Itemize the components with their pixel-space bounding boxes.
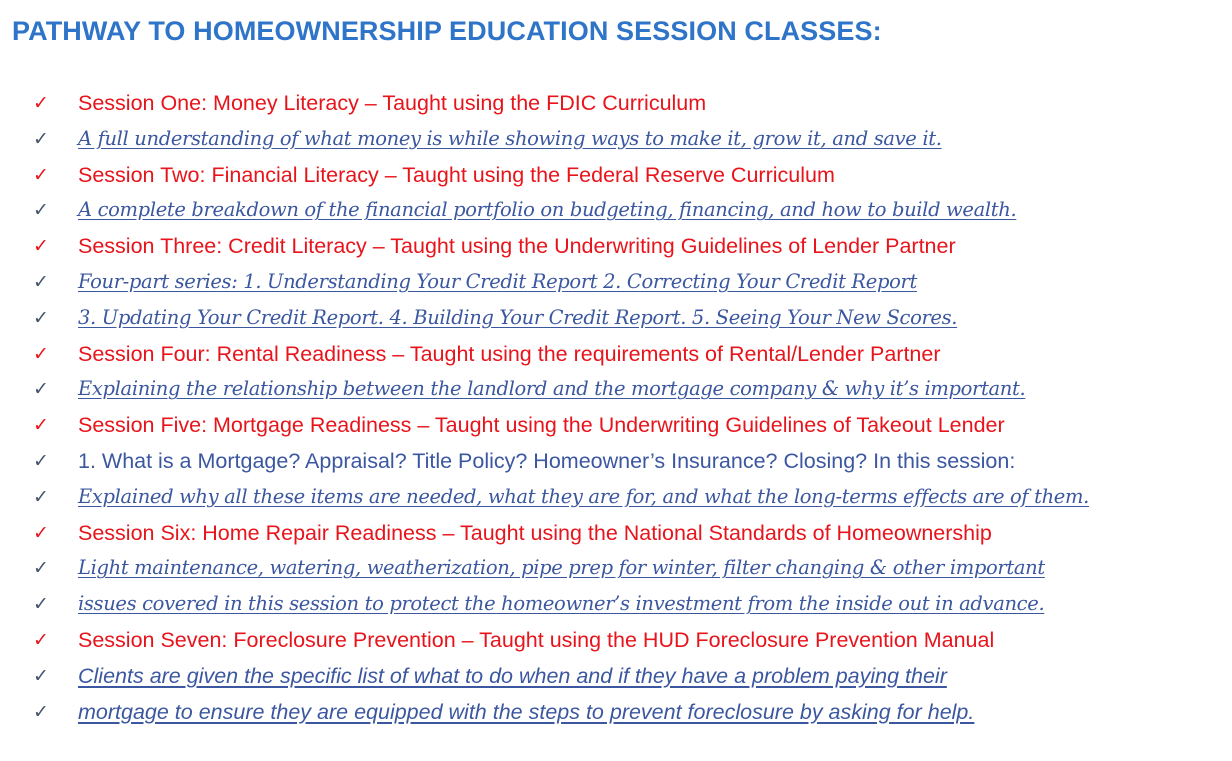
session-heading-item xyxy=(0,229,1232,265)
checkmark-icon: ✓ xyxy=(33,92,49,114)
checkmark-icon: ✓ xyxy=(33,485,49,508)
session-heading-item xyxy=(0,623,1232,659)
session-heading-item xyxy=(0,86,1232,122)
session-detail-item xyxy=(0,193,1232,229)
page-title: PATHWAY TO HOMEOWNERSHIP EDUCATION SESSION CLASSES: xyxy=(12,16,882,46)
session-detail-item xyxy=(0,480,1232,516)
session-detail-item xyxy=(0,265,1232,301)
session-detail-item xyxy=(0,372,1232,408)
session-heading-text: Session Three: Credit Literacy – Taught using the Underwriting Guidelines of Lender Partner xyxy=(78,234,956,259)
session-detail-item xyxy=(0,551,1232,587)
session-heading-item xyxy=(0,158,1232,194)
checkmark-icon: ✓ xyxy=(33,593,49,616)
checkmark-icon: ✓ xyxy=(33,664,49,687)
session-heading-text: Session One: Money Literacy – Taught using the FDIC Curriculum xyxy=(78,91,707,115)
session-heading-text: Session Six: Home Repair Readiness – Taught using the National Standards of Homeownership xyxy=(78,520,992,545)
checkmark-icon: ✓ xyxy=(33,414,49,437)
checkmark-icon: ✓ xyxy=(33,163,49,186)
checkmark-icon: ✓ xyxy=(33,199,49,222)
session-heading-item xyxy=(0,408,1232,444)
session-detail-item xyxy=(0,301,1232,337)
session-detail-text: Explaining the relationship between the landlord and the mortgage company & why it’s important. xyxy=(78,377,1026,401)
checkmark-icon: ✓ xyxy=(33,449,49,472)
session-detail-text: Four-part series: 1. Understanding Your Credit Report 2. Correcting Your Credit Report xyxy=(78,269,917,293)
session-list xyxy=(0,86,1232,730)
session-detail-text: issues covered in this session to protect the homeowner’s investment from the inside out in advance. xyxy=(78,592,1045,616)
checkmark-icon: ✓ xyxy=(33,378,49,401)
checkmark-icon: ✓ xyxy=(33,127,49,150)
session-heading-text: Session Seven: Foreclosure Prevention – Taught using the HUD Foreclosure Prevention Manual xyxy=(78,627,995,652)
session-heading-text: Session Two: Financial Literacy – Taught using the Federal Reserve Curriculum xyxy=(78,162,835,187)
session-detail-item xyxy=(0,695,1232,731)
session-detail-item xyxy=(0,659,1232,695)
session-heading-item xyxy=(0,516,1232,552)
checkmark-icon: ✓ xyxy=(33,628,49,651)
session-detail-item xyxy=(0,444,1232,480)
session-detail-item xyxy=(0,587,1232,623)
session-heading-text: Session Five: Mortgage Readiness – Taught using the Underwriting Guidelines of Takeout Lender xyxy=(78,413,1005,438)
checkmark-icon: ✓ xyxy=(33,235,49,258)
session-detail-text: A full understanding of what money is while showing ways to make it, grow it, and save it. xyxy=(78,126,942,150)
session-detail-item xyxy=(0,122,1232,158)
session-heading-item xyxy=(0,337,1232,373)
session-heading-text: Session Four: Rental Readiness – Taught using the requirements of Rental/Lender Partner xyxy=(78,341,941,366)
session-detail-text: 1. What is a Mortgage? Appraisal? Title Policy? Homeowner’s Insurance? Closing? In this session: xyxy=(78,448,1016,473)
checkmark-icon: ✓ xyxy=(33,557,49,580)
checkmark-icon: ✓ xyxy=(33,521,49,544)
session-detail-text: A complete breakdown of the financial portfolio on budgeting, financing, and how to build wealth. xyxy=(78,198,1017,222)
checkmark-icon: ✓ xyxy=(33,270,49,293)
session-detail-text: mortgage to ensure they are equipped with the steps to prevent foreclosure by asking for help. xyxy=(78,699,975,724)
session-detail-text: Explained why all these items are needed, what they are for, and what the long-terms effects are of them. xyxy=(78,484,1089,508)
session-detail-text: 3. Updating Your Credit Report. 4. Building Your Credit Report. 5. Seeing Your New Scores. xyxy=(78,305,958,329)
checkmark-icon: ✓ xyxy=(33,306,49,329)
session-detail-text: Clients are given the specific list of what to do when and if they have a problem paying their xyxy=(78,663,947,688)
session-detail-text: Light maintenance, watering, weatherization, pipe prep for winter, filter changing & other important xyxy=(78,556,1045,580)
checkmark-icon: ✓ xyxy=(33,342,49,365)
checkmark-icon: ✓ xyxy=(33,700,49,723)
